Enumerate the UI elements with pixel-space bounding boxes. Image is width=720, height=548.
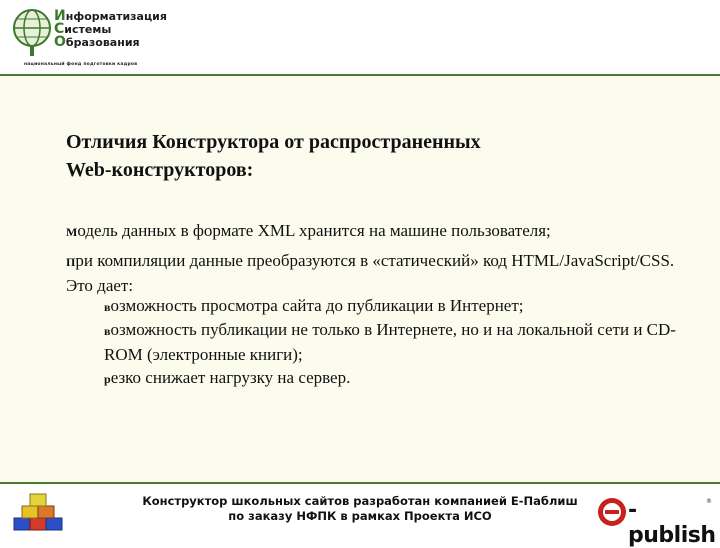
slide-content [0,76,720,482]
sub-list-item: возможность публикации не только в Интернете, но и на локальной сети и CD-ROM (электронные книги); [104,320,676,364]
building-blocks-icon [10,492,70,536]
slide-title: Отличия Конструктора от распространенных Web-конструкторов: [66,131,481,181]
registered-mark: ® [706,498,712,505]
brand-wordmark: -publish [628,498,716,548]
iso-logo [10,4,170,76]
list-item: При компиляции данные преобразуются в «статический» код HTML/JavaScript/CSS. Это дает: [66,251,675,295]
globe-icon [12,6,52,58]
e-publish-logo [596,496,716,548]
footer [0,484,720,548]
sub-list-item: возможность просмотра сайта до публикации в Интернет; [104,296,524,315]
header [0,0,720,78]
e-mark-icon [596,496,628,528]
logo-wordmark: Информатизация Системы Образования [54,8,167,50]
list-item: Модель данных в формате XML хранится на машине пользователя; [66,221,551,240]
sub-list-item: резко снижает нагрузку на сервер. [104,368,351,387]
logo-subtitle: национальный фонд подготовки кадров [24,62,138,67]
footer-credit [120,494,600,524]
footer-line-2: по заказу НФПК в рамках Проекта ИСО [228,509,492,523]
footer-line-1: Конструктор школьных сайтов разработан компанией Е-Паблиш [142,494,578,508]
